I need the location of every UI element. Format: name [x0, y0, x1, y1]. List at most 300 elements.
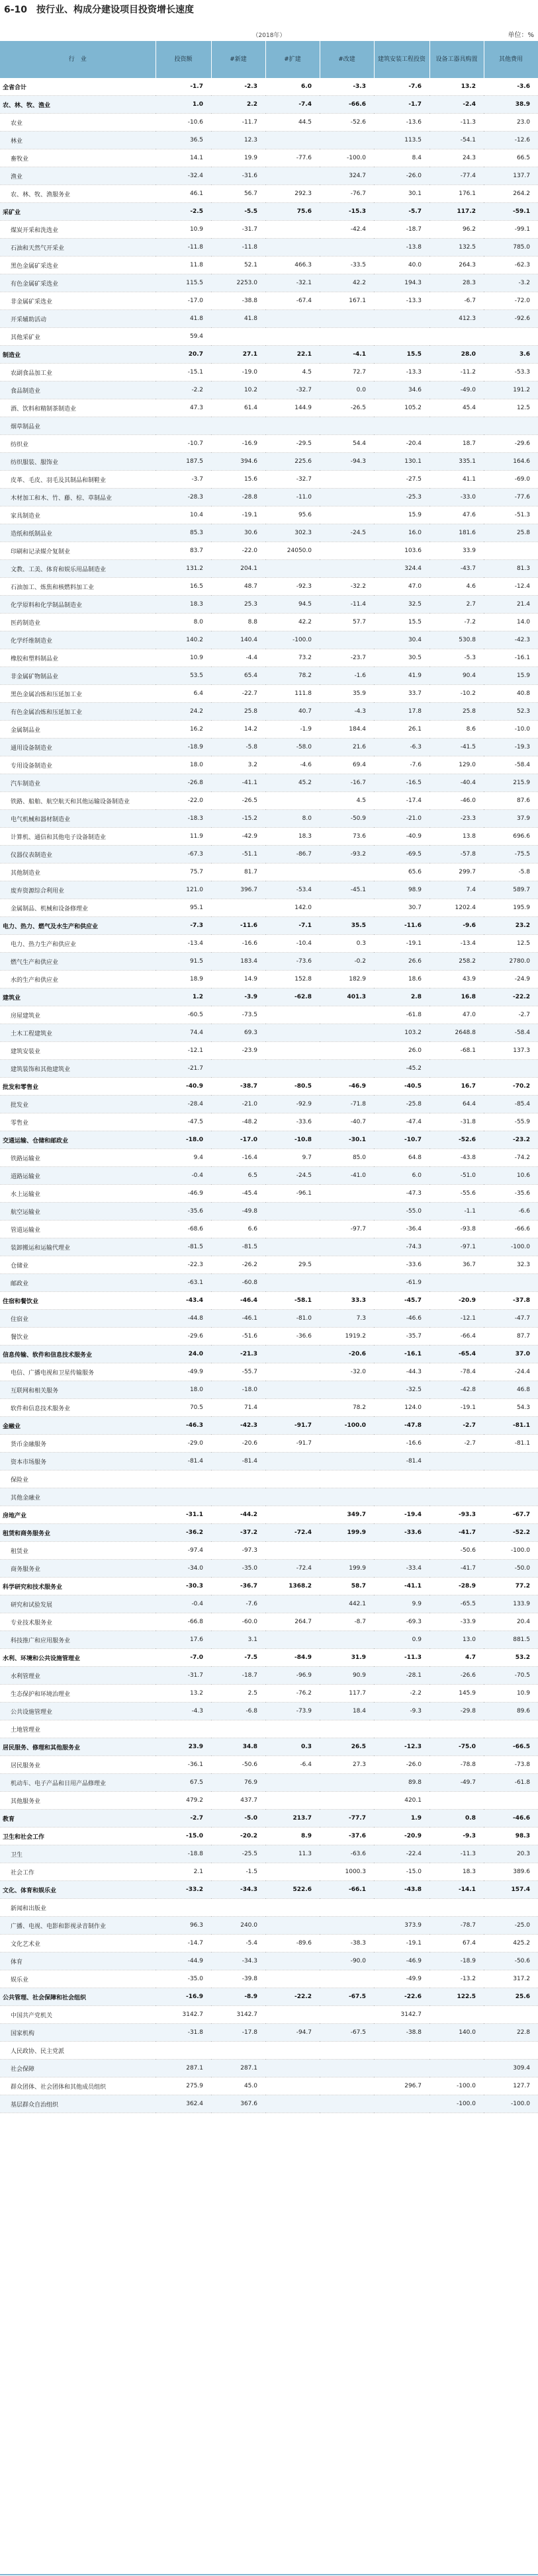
table-row-category [0, 1506, 538, 1524]
table-row [0, 2095, 538, 2113]
cell-value: 181.6 [429, 524, 484, 542]
cell-value: -73.5 [211, 1006, 265, 1024]
cell-value: 195.9 [484, 899, 538, 917]
cell-value: 2780.0 [484, 953, 538, 971]
table-row [0, 542, 538, 560]
cell-value [484, 417, 538, 435]
cell-value: -72.4 [265, 1524, 320, 1542]
cell-value: 59.4 [156, 328, 211, 346]
cell-value: -100.0 [265, 631, 320, 649]
row-label: 房地产业 [0, 1506, 156, 1524]
cell-value: -32.4 [156, 167, 211, 185]
cell-value: 41.8 [211, 310, 265, 328]
cell-value: 81.7 [211, 864, 265, 881]
cell-value [429, 1060, 484, 1078]
column-header-expansion: #扩建 [265, 41, 320, 78]
table-row [0, 881, 538, 899]
cell-value: -49.0 [429, 382, 484, 399]
cell-value: 389.6 [484, 1863, 538, 1881]
cell-value: 14.0 [484, 614, 538, 631]
cell-value [320, 1899, 374, 1917]
cell-value: 121.0 [156, 881, 211, 899]
cell-value: -50.6 [429, 1542, 484, 1560]
cell-value: 25.8 [211, 703, 265, 721]
table-row-category [0, 1988, 538, 2006]
table-row [0, 2024, 538, 2042]
cell-value: 530.8 [429, 631, 484, 649]
cell-value: 40.7 [265, 703, 320, 721]
cell-value [320, 239, 374, 257]
cell-value: -15.0 [374, 1863, 429, 1881]
row-label: 水利管理业 [0, 1667, 156, 1685]
cell-value: 38.9 [484, 96, 538, 114]
cell-value: 28.0 [429, 346, 484, 364]
row-label: 非金属矿采选业 [0, 292, 156, 310]
cell-value: -19.1 [374, 935, 429, 953]
cell-value [484, 1720, 538, 1738]
cell-value: 3142.7 [211, 2006, 265, 2024]
cell-value [320, 542, 374, 560]
cell-value: -63.1 [156, 1274, 211, 1292]
cell-value: -11.3 [374, 1649, 429, 1667]
cell-value [320, 560, 374, 578]
cell-value: -43.8 [374, 1881, 429, 1899]
cell-value: 117.7 [320, 1685, 374, 1703]
table-row [0, 1024, 538, 1042]
cell-value: 373.9 [374, 1917, 429, 1935]
cell-value: -61.8 [374, 1006, 429, 1024]
cell-value [265, 2060, 320, 2077]
row-label: 水上运输业 [0, 1185, 156, 1203]
cell-value [265, 2042, 320, 2060]
cell-value: -11.8 [211, 239, 265, 257]
row-label: 基层群众自治组织 [0, 2095, 156, 2113]
table-row [0, 578, 538, 596]
cell-value [265, 1506, 320, 1524]
cell-value: -68.6 [156, 1221, 211, 1238]
cell-value: 204.1 [211, 560, 265, 578]
cell-value: 52.1 [211, 257, 265, 274]
cell-value: -55.9 [484, 1113, 538, 1131]
row-label: 研究和试验发展 [0, 1595, 156, 1613]
cell-value: -59.1 [484, 203, 538, 221]
table-row [0, 1560, 538, 1578]
cell-value: 18.4 [320, 1703, 374, 1720]
cell-value: 12.3 [211, 132, 265, 149]
cell-value: -11.0 [265, 489, 320, 506]
cell-value: -32.0 [320, 1363, 374, 1381]
cell-value: 335.1 [429, 453, 484, 471]
cell-value: 401.3 [320, 988, 374, 1006]
cell-value: 442.1 [320, 1595, 374, 1613]
cell-value: -23.3 [429, 810, 484, 828]
cell-value: -72.4 [265, 1560, 320, 1578]
cell-value [265, 1774, 320, 1792]
cell-value: 47.6 [429, 506, 484, 524]
row-label: 国家机构 [0, 2024, 156, 2042]
table-row-category [0, 346, 538, 364]
table-row-category [0, 988, 538, 1006]
cell-value: 2.2 [211, 96, 265, 114]
cell-value: -17.0 [211, 1131, 265, 1149]
cell-value: -1.6 [320, 667, 374, 685]
cell-value: -18.9 [156, 739, 211, 756]
table-row-category [0, 1738, 538, 1756]
cell-value [320, 1256, 374, 1274]
cell-value: -27.5 [374, 471, 429, 489]
table-row [0, 274, 538, 292]
cell-value: -65.5 [429, 1595, 484, 1613]
cell-value: -61.9 [374, 1274, 429, 1292]
cell-value: 140.4 [211, 631, 265, 649]
cell-value: -94.7 [265, 2024, 320, 2042]
table-row [0, 382, 538, 399]
cell-value: 324.4 [374, 560, 429, 578]
cell-value: -13.3 [374, 292, 429, 310]
cell-value: -20.6 [211, 1435, 265, 1453]
cell-value: 18.0 [156, 756, 211, 774]
cell-value: -78.8 [429, 1756, 484, 1774]
cell-value [374, 1542, 429, 1560]
row-label: 建筑装饰和其他建筑业 [0, 1060, 156, 1078]
cell-value: -25.3 [374, 489, 429, 506]
cell-value: 15.5 [374, 346, 429, 364]
cell-value [320, 1970, 374, 1988]
cell-value: 29.5 [265, 1256, 320, 1274]
cell-value: -100.0 [320, 1417, 374, 1435]
cell-value: -13.8 [374, 239, 429, 257]
cell-value: -2.7 [429, 1417, 484, 1435]
cell-value: -99.1 [484, 221, 538, 239]
cell-value: 53.2 [484, 1649, 538, 1667]
cell-value: -20.9 [429, 1292, 484, 1310]
cell-value [211, 417, 265, 435]
column-header-equipment: 设备工器具购置 [429, 41, 484, 78]
table-row [0, 810, 538, 828]
cell-value: 10.9 [484, 1685, 538, 1703]
cell-value: 64.8 [374, 1149, 429, 1167]
cell-value: 42.2 [320, 274, 374, 292]
cell-value: 11.8 [156, 257, 211, 274]
cell-value: 132.5 [429, 239, 484, 257]
cell-value [156, 417, 211, 435]
cell-value: -48.2 [211, 1113, 265, 1131]
row-label: 居民服务业 [0, 1756, 156, 1774]
cell-value: 124.0 [374, 1399, 429, 1417]
cell-value: 16.2 [156, 721, 211, 739]
cell-value: -20.6 [320, 1346, 374, 1363]
cell-value: -16.4 [211, 1149, 265, 1167]
cell-value: -19.1 [429, 1399, 484, 1417]
cell-value: 69.4 [320, 756, 374, 774]
cell-value: 137.7 [484, 167, 538, 185]
cell-value: -41.7 [429, 1560, 484, 1578]
cell-value: -3.9 [211, 988, 265, 1006]
cell-value: -34.3 [211, 1952, 265, 1970]
cell-value [265, 1221, 320, 1238]
cell-value: 10.2 [211, 382, 265, 399]
cell-value [429, 2006, 484, 2024]
table-row [0, 1310, 538, 1328]
row-label: 科技推广和应用服务业 [0, 1631, 156, 1649]
cell-value: -7.2 [429, 614, 484, 631]
cell-value: 30.5 [374, 649, 429, 667]
row-label: 家具制造业 [0, 506, 156, 524]
cell-value: 20.4 [484, 1613, 538, 1631]
cell-value: -41.0 [320, 1167, 374, 1185]
cell-value: 3.6 [484, 346, 538, 364]
cell-value: -1.7 [374, 96, 429, 114]
cell-value: -28.1 [374, 1667, 429, 1685]
row-label: 畜牧业 [0, 149, 156, 167]
cell-value: -58.4 [484, 756, 538, 774]
cell-value [265, 221, 320, 239]
cell-value: 40.0 [374, 257, 429, 274]
row-label: 烟草制品业 [0, 417, 156, 435]
cell-value: -46.1 [211, 1310, 265, 1328]
table-row [0, 292, 538, 310]
cell-value: -66.8 [156, 1613, 211, 1631]
table-row [0, 417, 538, 435]
table-row [0, 560, 538, 578]
cell-value: -52.2 [484, 1524, 538, 1542]
cell-value: -100.0 [429, 2077, 484, 2095]
cell-value: 4.5 [265, 364, 320, 382]
cell-value: 32.3 [484, 1256, 538, 1274]
cell-value [320, 1203, 374, 1221]
cell-value: -31.8 [156, 2024, 211, 2042]
cell-value: 103.6 [374, 542, 429, 560]
row-label: 装卸搬运和运输代理业 [0, 1238, 156, 1256]
row-label: 有色金属矿采选业 [0, 274, 156, 292]
row-label: 航空运输业 [0, 1203, 156, 1221]
table-row [0, 614, 538, 631]
cell-value: -58.1 [265, 1292, 320, 1310]
cell-value: -77.4 [429, 167, 484, 185]
cell-value: 16.0 [374, 524, 429, 542]
cell-value: -55.7 [211, 1363, 265, 1381]
row-label: 纺织服装、服饰业 [0, 453, 156, 471]
cell-value: -2.7 [484, 1006, 538, 1024]
row-label: 娱乐业 [0, 1970, 156, 1988]
table-row [0, 1631, 538, 1649]
row-label: 群众团体、社会团体和其他成员组织 [0, 2077, 156, 2095]
cell-value: -55.6 [429, 1185, 484, 1203]
cell-value: -18.9 [429, 1952, 484, 1970]
cell-value [320, 1720, 374, 1738]
cell-value: -73.6 [265, 953, 320, 971]
cell-value: -21.0 [374, 810, 429, 828]
cell-value [265, 239, 320, 257]
cell-value: -73.8 [484, 1756, 538, 1774]
cell-value [320, 1453, 374, 1470]
cell-value: 25.6 [484, 1988, 538, 2006]
cell-value: -16.9 [156, 1988, 211, 2006]
cell-value: -7.5 [211, 1649, 265, 1667]
cell-value: 425.2 [484, 1935, 538, 1952]
table-row [0, 114, 538, 132]
table-row [0, 1060, 538, 1078]
table-row [0, 167, 538, 185]
table-row [0, 1917, 538, 1935]
cell-value: 15.9 [374, 506, 429, 524]
cell-value: -19.0 [211, 364, 265, 382]
cell-value: -32.5 [374, 1381, 429, 1399]
cell-value: -97.7 [320, 1221, 374, 1238]
cell-value: 191.2 [484, 382, 538, 399]
cell-value: 6.0 [265, 78, 320, 96]
cell-value: -94.3 [320, 453, 374, 471]
cell-value: -84.9 [265, 1649, 320, 1667]
cell-value: -35.0 [156, 1970, 211, 1988]
cell-value: 25.8 [429, 703, 484, 721]
cell-value: -16.9 [211, 435, 265, 453]
cell-value: 23.0 [484, 114, 538, 132]
cell-value: -81.4 [374, 1453, 429, 1470]
cell-value: -73.9 [265, 1703, 320, 1720]
row-label: 卫生和社会工作 [0, 1828, 156, 1845]
table-row [0, 721, 538, 739]
cell-value: 54.4 [320, 435, 374, 453]
cell-value: 23.9 [156, 1738, 211, 1756]
cell-value [320, 489, 374, 506]
cell-value: 1000.3 [320, 1863, 374, 1881]
row-label: 皮革、毛皮、羽毛及其制品和制鞋业 [0, 471, 156, 489]
cell-value: -3.6 [484, 78, 538, 96]
row-label: 其他服务业 [0, 1792, 156, 1810]
cell-value: -44.9 [156, 1952, 211, 1970]
table-row [0, 1542, 538, 1560]
row-label: 化学纤维制造业 [0, 631, 156, 649]
cell-value: -11.4 [320, 596, 374, 614]
cell-value: 24.2 [156, 703, 211, 721]
cell-value: -10.2 [429, 685, 484, 703]
cell-value: -66.4 [429, 1328, 484, 1346]
cell-value: -45.2 [374, 1060, 429, 1078]
cell-value: 37.0 [484, 1346, 538, 1363]
cell-value: -38.8 [211, 292, 265, 310]
cell-value: 85.0 [320, 1149, 374, 1167]
cell-value: -18.3 [156, 810, 211, 828]
table-row [0, 1952, 538, 1970]
cell-value: 75.6 [265, 203, 320, 221]
cell-value: 881.5 [484, 1631, 538, 1649]
cell-value [429, 1488, 484, 1506]
cell-value [320, 2060, 374, 2077]
cell-value: -49.7 [429, 1774, 484, 1792]
row-label: 土地管理业 [0, 1720, 156, 1738]
cell-value: -32.2 [320, 578, 374, 596]
cell-value: 10.4 [156, 506, 211, 524]
cell-value: -36.1 [156, 1756, 211, 1774]
cell-value: -100.0 [484, 1238, 538, 1256]
cell-value: 16.5 [156, 578, 211, 596]
cell-value: 33.7 [374, 685, 429, 703]
cell-value: 176.1 [429, 185, 484, 203]
row-label: 建筑安装业 [0, 1042, 156, 1060]
cell-value: 1.0 [156, 96, 211, 114]
row-label: 采矿业 [0, 203, 156, 221]
cell-value [265, 1952, 320, 1970]
row-label: 租赁业 [0, 1542, 156, 1560]
cell-value: 91.5 [156, 953, 211, 971]
cell-value [156, 2042, 211, 2060]
cell-value: -47.7 [484, 1310, 538, 1328]
cell-value: -37.2 [211, 1524, 265, 1542]
cell-value: 27.1 [211, 346, 265, 364]
cell-value: -3.3 [320, 78, 374, 96]
cell-value: 95.6 [265, 506, 320, 524]
cell-value [265, 1363, 320, 1381]
cell-value: -58.0 [265, 739, 320, 756]
cell-value: -7.6 [374, 78, 429, 96]
cell-value: 20.3 [484, 1845, 538, 1863]
table-row [0, 149, 538, 167]
cell-value: -25.0 [484, 1917, 538, 1935]
cell-value [265, 1720, 320, 1738]
cell-value: -2.3 [211, 78, 265, 96]
cell-value: 52.3 [484, 703, 538, 721]
table-row-category [0, 96, 538, 114]
cell-value: -97.1 [429, 1238, 484, 1256]
cell-value: -71.8 [320, 1096, 374, 1113]
table-row-category [0, 1417, 538, 1435]
cell-value: 66.5 [484, 149, 538, 167]
cell-value: 215.9 [484, 774, 538, 792]
cell-value: -50.6 [211, 1756, 265, 1774]
cell-value: 113.5 [374, 132, 429, 149]
table-row-category [0, 1292, 538, 1310]
cell-value: -24.9 [484, 971, 538, 988]
cell-value: 131.2 [156, 560, 211, 578]
table-row [0, 1274, 538, 1292]
cell-value: 54.3 [484, 1399, 538, 1417]
cell-value: -8.9 [211, 1988, 265, 2006]
table-row [0, 649, 538, 667]
cell-value: -23.2 [484, 1131, 538, 1149]
cell-value: -25.5 [211, 1845, 265, 1863]
cell-value: -47.3 [374, 1185, 429, 1203]
cell-value: -7.6 [374, 756, 429, 774]
table-row-category [0, 1828, 538, 1845]
cell-value [265, 1399, 320, 1417]
cell-value: -43.7 [429, 560, 484, 578]
table-row [0, 1792, 538, 1810]
cell-value [429, 2060, 484, 2077]
cell-value: 13.2 [156, 1685, 211, 1703]
cell-value: -11.6 [374, 917, 429, 935]
cell-value: 72.7 [320, 364, 374, 382]
cell-value: 10.9 [156, 221, 211, 239]
cell-value: -11.8 [156, 239, 211, 257]
cell-value: 164.6 [484, 453, 538, 471]
cell-value [265, 1899, 320, 1917]
cell-value: -62.8 [265, 988, 320, 1006]
investment-growth-table [0, 41, 538, 2113]
cell-value: -60.0 [211, 1613, 265, 1631]
table-row [0, 1042, 538, 1060]
cell-value [429, 1274, 484, 1292]
cell-value: -6.8 [211, 1703, 265, 1720]
cell-value: -16.1 [484, 649, 538, 667]
row-label: 专用设备制造业 [0, 756, 156, 774]
cell-value: 71.4 [211, 1399, 265, 1417]
cell-value: -55.0 [374, 1203, 429, 1221]
cell-value: -5.3 [429, 649, 484, 667]
cell-value: -43.4 [156, 1292, 211, 1310]
table-row-category [0, 1649, 538, 1667]
row-label: 非金属矿物制品业 [0, 667, 156, 685]
